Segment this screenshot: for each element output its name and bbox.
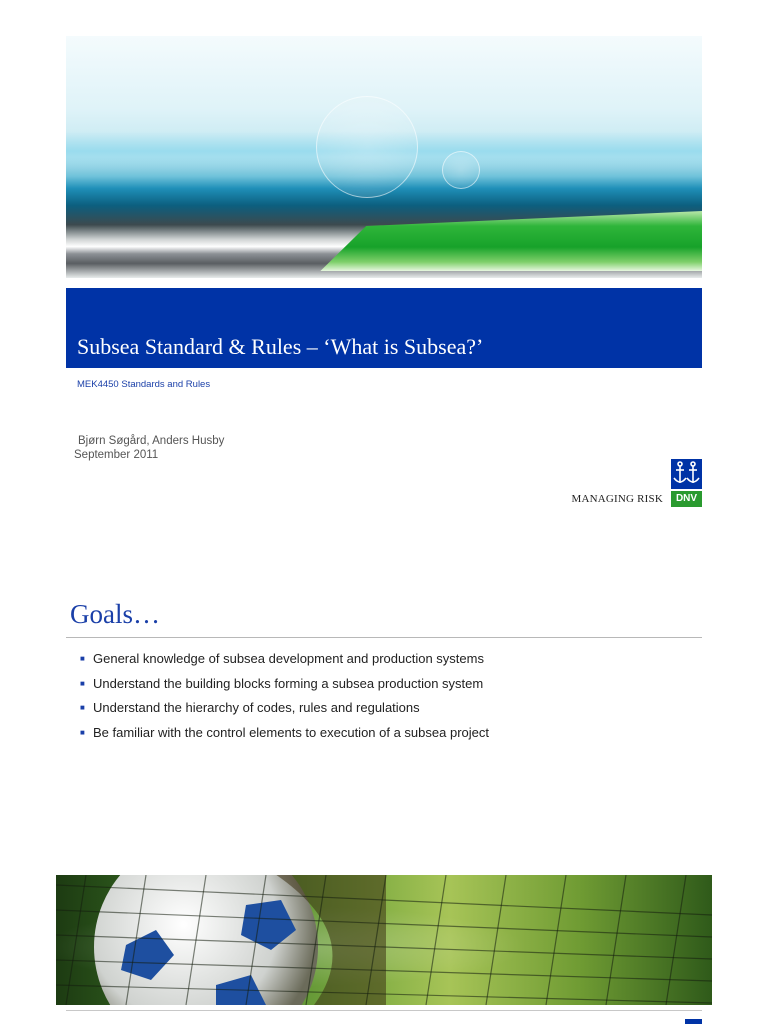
dnv-logo-emblem xyxy=(685,1019,702,1024)
goals-list xyxy=(80,651,489,749)
list-item-text: Be familiar with the control elements to execution of a subsea project xyxy=(93,724,489,740)
goals-heading: Goals… xyxy=(70,599,160,629)
list-item xyxy=(80,676,489,701)
title-bar xyxy=(66,288,702,368)
course-label: MEK4450 Standards and Rules xyxy=(77,379,211,390)
divider xyxy=(66,637,702,638)
dnv-logo-emblem xyxy=(671,459,702,489)
hero-bubble xyxy=(316,96,418,198)
authors: Bjørn Søgård, Anders Husby xyxy=(78,435,225,447)
tagline: MANAGING RISK xyxy=(571,493,663,505)
bullet-square-icon: ■ xyxy=(80,727,85,737)
list-item-text: Understand the building blocks forming a subsea production system xyxy=(93,675,484,691)
list-item xyxy=(80,725,489,750)
bullet-square-icon: ■ xyxy=(80,678,85,688)
list-item-text: General knowledge of subsea development and production systems xyxy=(93,651,484,666)
dnv-logo-text: DNV xyxy=(671,491,702,507)
list-item xyxy=(80,651,489,676)
bullet-square-icon: ■ xyxy=(80,703,85,712)
bullet-square-icon: ■ xyxy=(80,654,85,663)
divider xyxy=(66,1010,702,1011)
slide-title: Subsea Standard & Rules – ‘What is Subsea?’ xyxy=(77,334,484,359)
anchor-icon xyxy=(671,459,702,489)
hero-banner-image xyxy=(66,36,702,278)
football-illustration xyxy=(56,875,712,1005)
hero-bubble xyxy=(442,151,480,189)
presentation-date: September 2011 xyxy=(74,449,159,461)
hero-green-stripe xyxy=(320,211,702,271)
football-net-photo xyxy=(56,875,712,1005)
list-item-text: Understand the hierarchy of codes, rules and regulations xyxy=(93,700,420,715)
list-item xyxy=(80,700,489,725)
